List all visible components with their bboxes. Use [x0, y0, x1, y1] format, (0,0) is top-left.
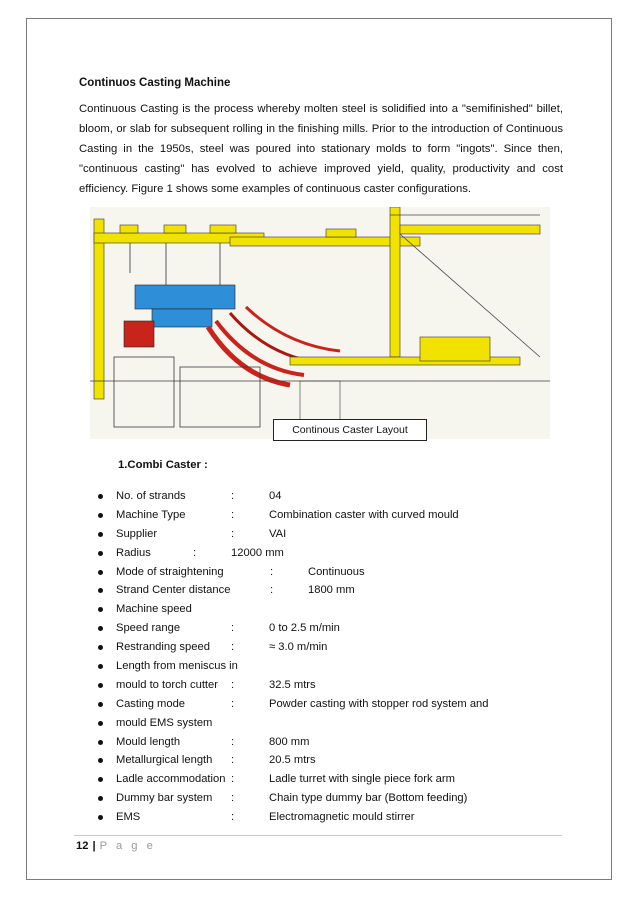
- bullet: [98, 626, 103, 631]
- bullet: [98, 570, 103, 575]
- list-item: mould to torch cutter : 32.5 mtrs: [98, 676, 558, 695]
- bullet: [98, 758, 103, 763]
- bullet: [98, 532, 103, 537]
- list-item: No. of strands : 04: [98, 487, 558, 506]
- list-item: Casting mode : Powder casting with stopper rod system and: [98, 695, 558, 714]
- list-item: Radius : 12000 mm: [98, 544, 558, 563]
- bullet: [98, 702, 103, 707]
- list-item: Mould length : 800 mm: [98, 733, 558, 752]
- bullet: [98, 494, 103, 499]
- footer-rule: [74, 835, 562, 836]
- bullet: [98, 796, 103, 801]
- figure-caption: Continous Caster Layout: [273, 419, 427, 441]
- bullet: [98, 664, 103, 669]
- bullet: [98, 513, 103, 518]
- caster-layout-drawing: [90, 207, 550, 439]
- list-item: Speed range : 0 to 2.5 m/min: [98, 619, 558, 638]
- list-item: Ladle accommodation : Ladle turret with single piece fork arm: [98, 770, 558, 789]
- list-item: Strand Center distance : 1800 mm: [98, 581, 558, 600]
- bullet: [98, 551, 103, 556]
- bullet: [98, 645, 103, 650]
- list-item: Metallurgical length : 20.5 mtrs: [98, 751, 558, 770]
- bullet: [98, 740, 103, 745]
- list-item: Machine speed: [98, 600, 558, 619]
- list-item: mould EMS system: [98, 714, 558, 733]
- bullet: [98, 777, 103, 782]
- footer-separator: |: [92, 840, 96, 852]
- bullet: [98, 588, 103, 593]
- bullet: [98, 683, 103, 688]
- list-item: Length from meniscus in: [98, 657, 558, 676]
- list-item: Mode of straightening : Continuous: [98, 563, 558, 582]
- list-item: Dummy bar system : Chain type dummy bar (Bottom feeding): [98, 789, 558, 808]
- list-item: Restranding speed : ≈ 3.0 m/min: [98, 638, 558, 657]
- spec-list: [98, 487, 558, 827]
- section-heading: Continuos Casting Machine: [79, 77, 231, 89]
- bullet: [98, 815, 103, 820]
- page-number: 12: [76, 840, 89, 852]
- sub-heading: 1.Combi Caster :: [118, 459, 208, 471]
- bullet: [98, 721, 103, 726]
- list-item: EMS : Electromagnetic mould stirrer: [98, 808, 558, 827]
- intro-paragraph: Continuous Casting is the process whereby molten steel is solidified into a "semifinished" billet, bloom, or slab for subsequent rolling in the finishing mills. Prior to the introduction of Continuous Casting in the 1950s, steel was poured into stationary molds to form "ingots". Since then, "continuous casting" has evolved to achieve improved yield, quality, productivity and cost efficiency. Figure 1 shows some examples of continuous caster configurations.: [79, 103, 563, 195]
- bullet: [98, 607, 103, 612]
- list-item: Supplier : VAI: [98, 525, 558, 544]
- caster-layout-figure: [90, 207, 550, 439]
- page-word: P a g e: [99, 840, 156, 852]
- list-item: Machine Type : Combination caster with curved mould: [98, 506, 558, 525]
- page-footer: [76, 840, 156, 852]
